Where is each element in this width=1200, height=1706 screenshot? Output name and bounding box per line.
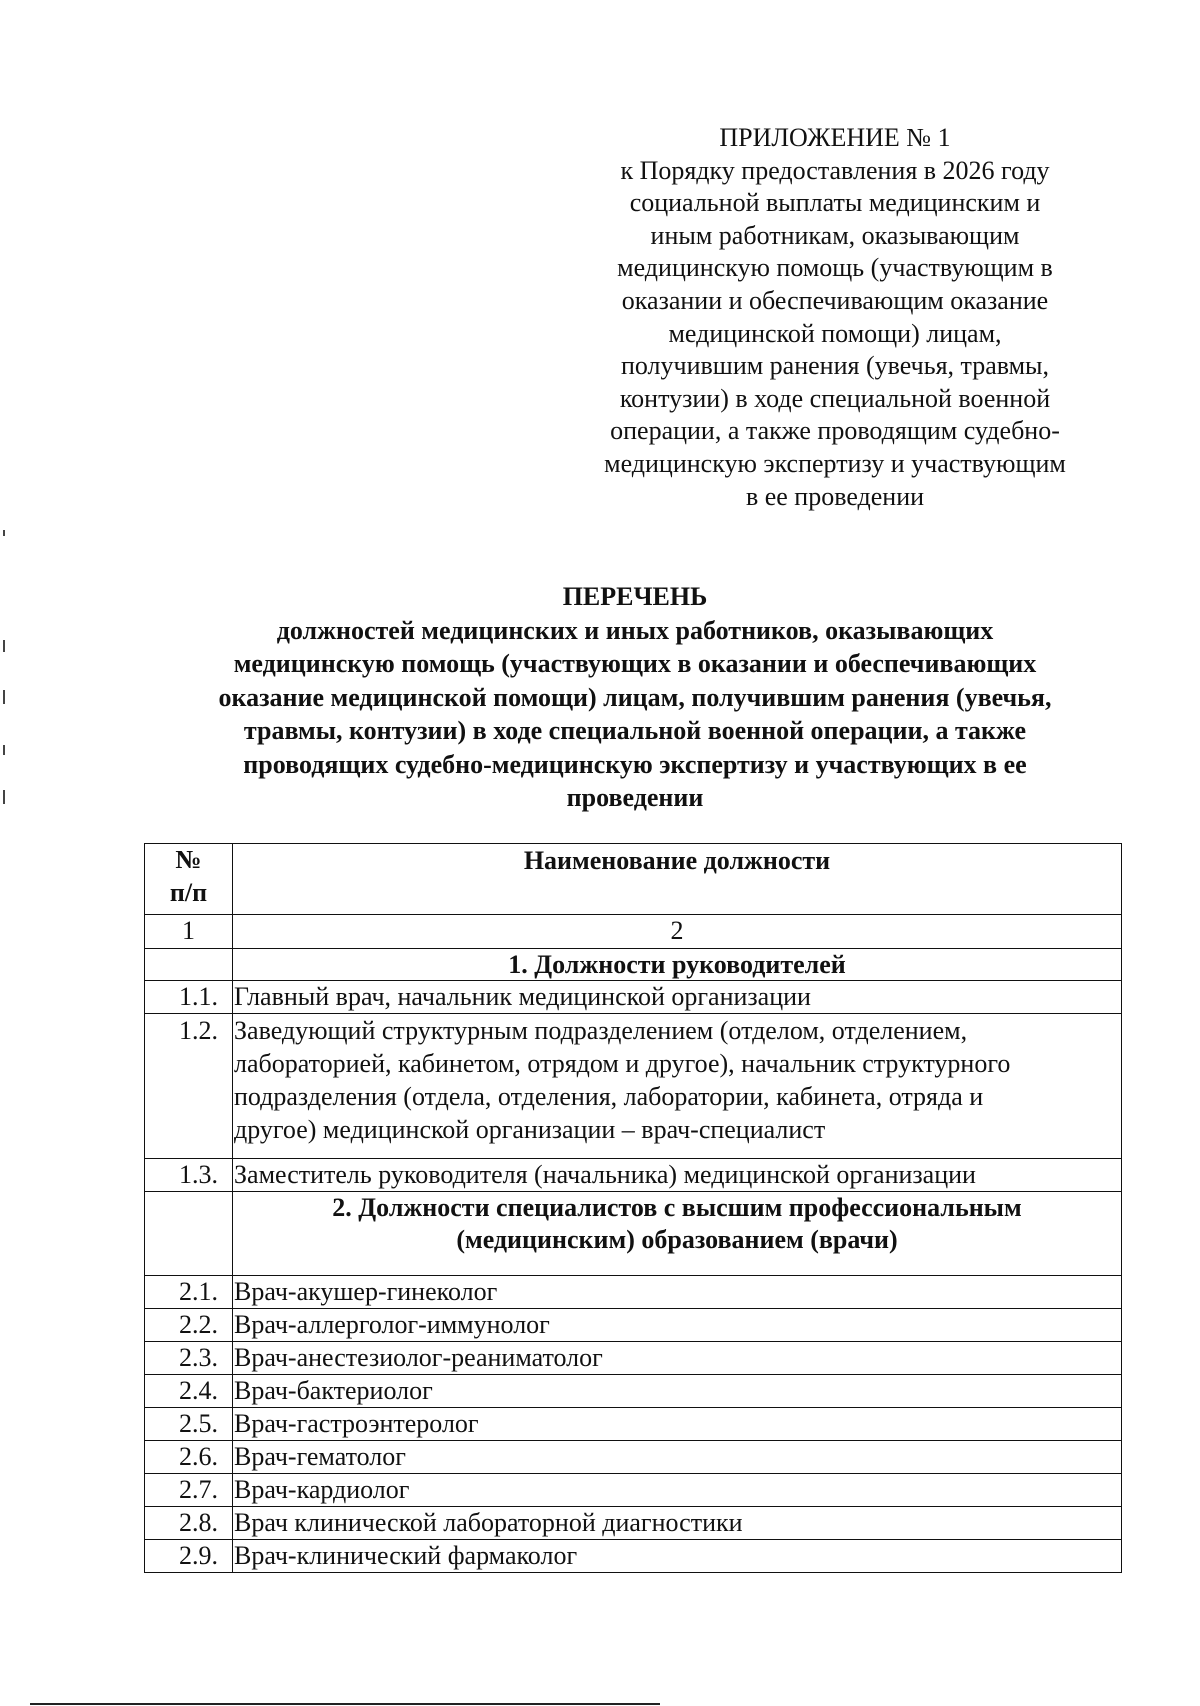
header-number-line2: п/п	[169, 877, 208, 907]
scan-mark	[3, 530, 5, 536]
bottom-rule	[30, 1703, 660, 1705]
row-name: Врач-кардиолог	[233, 1473, 1122, 1506]
scan-mark	[3, 790, 5, 804]
row-name-line: подразделения (отдела, отделения, лаборатории, кабинета, отряда и	[234, 1081, 984, 1111]
section-title: 1. Должности руководителей	[233, 948, 1122, 980]
table-row	[145, 1158, 1122, 1191]
appendix-block	[560, 122, 1110, 513]
row-number: 2.2.	[145, 1308, 233, 1341]
section-row	[145, 1191, 1122, 1275]
title-line: оказание медицинской помощи) лицам, получившим ранения (увечья,	[218, 682, 1052, 712]
row-number: 2.1.	[145, 1275, 233, 1308]
row-name: Врач-бактериолог	[233, 1374, 1122, 1407]
row-name-line: лабораторией, кабинетом, отрядом и другое), начальник структурного	[234, 1048, 1011, 1078]
table-row	[145, 1440, 1122, 1473]
index-cell-1: 1	[145, 915, 233, 949]
appendix-line: операции, а также проводящим судебно-	[610, 416, 1060, 446]
title-line: медицинскую помощь (участвующих в оказании и обеспечивающих	[233, 649, 1037, 678]
row-number: 2.4.	[145, 1374, 233, 1407]
section-title-line: 2. Должности специалистов с высшим профессиональным	[332, 1192, 1022, 1222]
row-name: Заместитель руководителя (начальника) медицинской организации	[233, 1158, 1122, 1191]
header-number-line1: №	[175, 845, 202, 874]
row-name: Врач-акушер-гинеколог	[233, 1275, 1122, 1308]
table-row	[145, 1374, 1122, 1407]
appendix-line: медицинскую экспертизу и участвующим	[604, 448, 1066, 478]
appendix-line: в ее проведении	[745, 481, 925, 511]
section-empty-cell	[145, 948, 233, 980]
table-row	[145, 1308, 1122, 1341]
table-row	[145, 1473, 1122, 1506]
title-line: проводящих судебно-медицинскую экспертизу и участвующих в ее	[243, 749, 1027, 779]
row-name-line: Заведующий структурным подразделением (отделом, отделением,	[234, 1015, 968, 1045]
row-name: Врач-аллерголог-иммунолог	[233, 1308, 1122, 1341]
section-empty-cell	[145, 1191, 233, 1275]
row-number: 2.9.	[145, 1539, 233, 1572]
row-name: Главный врач, начальник медицинской организации	[233, 980, 1122, 1013]
section-row	[145, 948, 1122, 980]
appendix-line: иным работникам, оказывающим	[650, 220, 1020, 250]
row-number: 1.1.	[145, 980, 233, 1013]
document-title	[140, 580, 1130, 815]
row-number: 2.7.	[145, 1473, 233, 1506]
scan-mark	[3, 690, 5, 704]
table-header-row	[145, 844, 1122, 915]
table-row	[145, 1013, 1122, 1158]
table-row	[145, 1506, 1122, 1539]
row-name: Врач-клинический фармаколог	[233, 1539, 1122, 1572]
section-title	[233, 1191, 1122, 1275]
appendix-line: медицинской помощи) лицам,	[668, 318, 1002, 348]
appendix-line: контузии) в ходе специальной военной	[619, 383, 1051, 413]
appendix-line: социальной выплаты медицинским и	[629, 188, 1041, 218]
row-number: 2.8.	[145, 1506, 233, 1539]
appendix-line: к Порядку предоставления в 2026 году	[620, 155, 1050, 185]
row-name: Врач-гастроэнтеролог	[233, 1407, 1122, 1440]
row-name: Врач-гематолог	[233, 1440, 1122, 1473]
title-heading: ПЕРЕЧЕНЬ	[562, 582, 708, 611]
row-number: 2.5.	[145, 1407, 233, 1440]
row-name: Врач клинической лабораторной диагностики	[233, 1506, 1122, 1539]
row-name	[233, 1013, 1122, 1158]
appendix-line: медицинскую помощь (участвующим в	[617, 253, 1053, 283]
row-number: 1.3.	[145, 1158, 233, 1191]
table-row	[145, 980, 1122, 1013]
table-row	[145, 1407, 1122, 1440]
header-name-cell: Наименование должности	[233, 844, 1122, 915]
row-number: 2.3.	[145, 1341, 233, 1374]
positions-table	[144, 843, 1122, 1573]
appendix-line: ПРИЛОЖЕНИЕ № 1	[719, 123, 951, 152]
section-title-line: (медицинским) образованием (врачи)	[456, 1225, 898, 1254]
scan-mark	[3, 640, 5, 652]
row-number: 2.6.	[145, 1440, 233, 1473]
table-index-row	[145, 915, 1122, 949]
title-line: должностей медицинских и иных работников, оказывающих	[276, 615, 994, 645]
scan-mark	[3, 745, 5, 755]
row-name: Врач-анестезиолог-реаниматолог	[233, 1341, 1122, 1374]
table-row	[145, 1275, 1122, 1308]
row-number: 1.2.	[145, 1013, 233, 1158]
header-number-cell	[145, 844, 233, 915]
appendix-line: получившим ранения (увечья, травмы,	[620, 351, 1050, 381]
row-name-line: другое) медицинской организации – врач-специалист	[234, 1114, 826, 1144]
index-cell-2: 2	[233, 915, 1122, 949]
title-line: проведении	[566, 783, 704, 812]
table-row	[145, 1341, 1122, 1374]
appendix-line: оказании и обеспечивающим оказание	[621, 285, 1049, 315]
table-row	[145, 1539, 1122, 1572]
title-line: травмы, контузии) в ходе специальной военной операции, а также	[243, 716, 1027, 745]
